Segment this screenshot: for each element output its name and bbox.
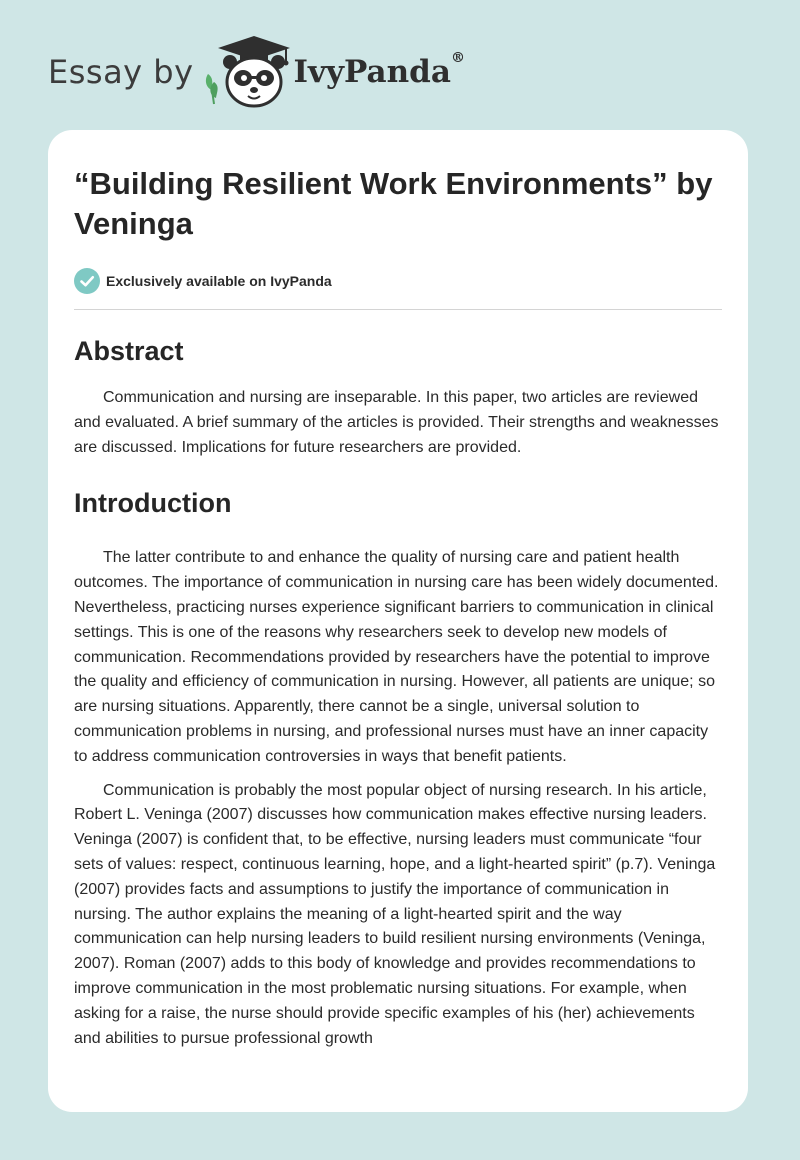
essay-card: [48, 130, 748, 1112]
check-badge-icon: [74, 268, 100, 294]
brand-header[interactable]: [48, 34, 465, 110]
abstract-paragraph: Communication and nursing are inseparable. In this paper, two articles are reviewed and evaluated. A brief summary of the articles is provided. Their strengths and weaknesses are discussed. Implications for future researchers are provided.: [74, 389, 719, 456]
exclusive-label: Exclusively available on IvyPanda: [106, 273, 332, 289]
brand-prefix: Essay by: [48, 53, 194, 91]
introduction-paragraph-1: The latter contribute to and enhance the quality of nursing care and patient health outcomes. The importance of communication in nursing care has been widely documented. Nevertheless, practicing nurses experience significant barriers to communication in clinical settings. This is one of the reasons why researchers seek to develop new models of communication. Recommendations provided by researchers have the potential to improve the quality and efficiency of communication in nursing. However, all patients are unique; so are nursing situations. Apparently, there cannot be a single, universal solution to communication problems in nursing, and professional nurses must have an inner capacity to address communication controversies in ways that benefit patients.: [74, 549, 719, 765]
essay-title: “Building Resilient Work Environments” by Veninga: [74, 166, 713, 241]
exclusive-badge: [74, 266, 722, 296]
abstract-heading: Abstract: [74, 336, 184, 366]
brand-name: IvyPanda®: [293, 50, 465, 90]
panda-mascot-icon: [200, 34, 296, 110]
registered-mark: ®: [450, 50, 465, 66]
introduction-paragraph-2: Communication is probably the most popular object of nursing research. In his article, Robert L. Veninga (2007) discusses how communication makes effective nursing leaders. Veninga (2007) is confident that, to be effective, nursing leaders must communicate “four sets of values: respect, continuous learning, hope, and a light-hearted spirit” (p.7). Veninga (2007) provides facts and assumptions to justify the importance of communication in nursing. The author explains the meaning of a light-hearted spirit and the way communication can help nursing leaders to build resilient nursing environments (Veninga, 2007). Roman (2007) adds to this body of knowledge and provides recommendations to improve communication in the most problematic nursing situations. For example, when asking for a raise, the nurse should provide specific examples of his (her) achievements and abilities to pursue professional growth: [74, 781, 716, 1047]
introduction-heading: Introduction: [74, 488, 232, 519]
title-divider: [74, 309, 722, 310]
